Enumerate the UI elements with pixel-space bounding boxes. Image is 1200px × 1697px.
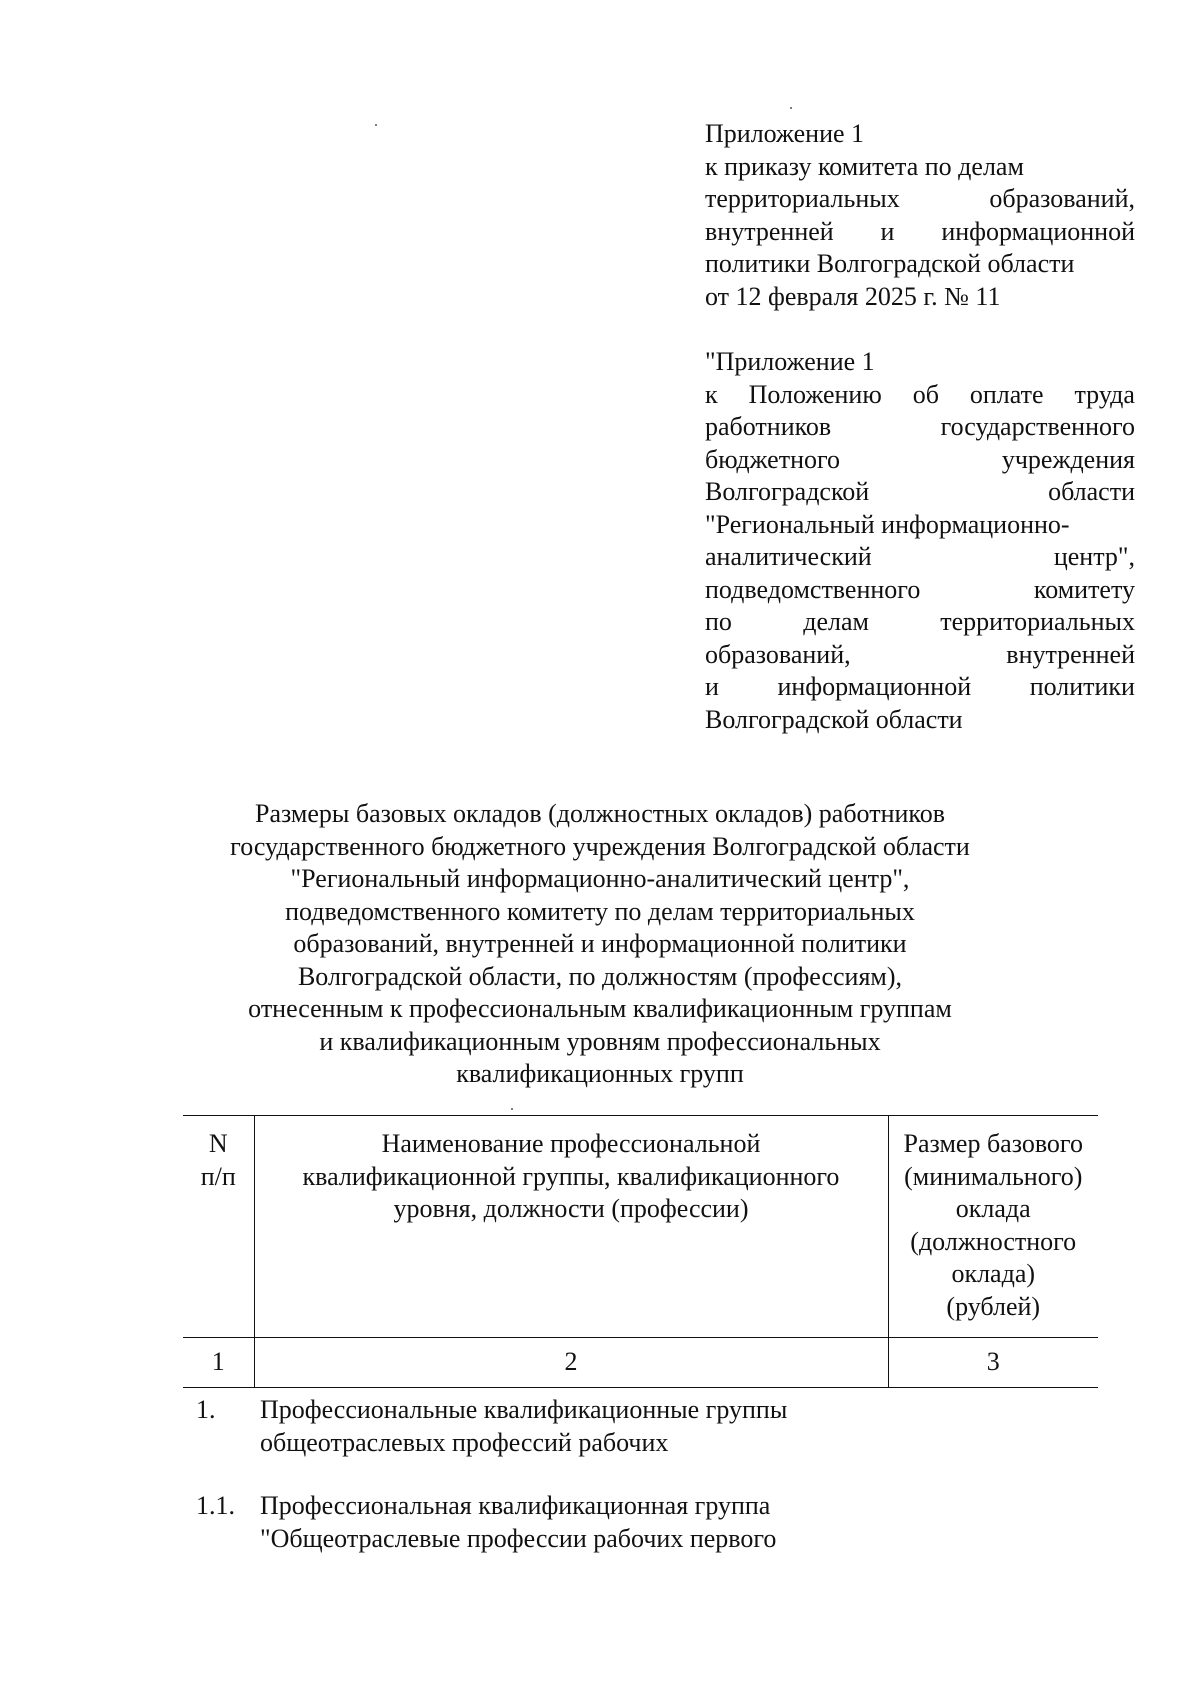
- annex-regulation-line: [705, 379, 1135, 412]
- annex-regulation-line: [705, 639, 1135, 672]
- word: политики: [1029, 672, 1135, 701]
- word: территориальных: [705, 184, 900, 213]
- salary-table-header: [183, 1115, 1098, 1388]
- section-item: [0, 1490, 1200, 1560]
- annex-order-block: [705, 118, 1135, 313]
- header-text: п/п: [200, 1161, 236, 1191]
- annex-regulation-line: "Региональный информационно-: [705, 509, 1070, 539]
- column-number-cell: 3: [888, 1338, 1098, 1388]
- column-number-cell: 2: [254, 1338, 888, 1388]
- header-cell-number: [183, 1116, 254, 1338]
- title-line: квалификационных групп: [456, 1059, 744, 1088]
- section-text: [260, 1394, 787, 1459]
- header-text: (должностного: [910, 1226, 1077, 1256]
- word: образований,: [989, 184, 1135, 213]
- table-column-numbers-row: [183, 1338, 1098, 1388]
- annex-regulation-line: "Приложение 1: [705, 347, 875, 376]
- section-text: [260, 1490, 776, 1555]
- word: Волгоградской: [705, 477, 870, 506]
- section-number: 1.: [196, 1395, 216, 1424]
- word: бюджетного: [705, 444, 841, 474]
- word: комитету: [1033, 574, 1135, 604]
- header-text: оклада): [951, 1259, 1036, 1288]
- annex-regulation-line: [705, 411, 1135, 444]
- section-line: Профессиональная квалификационная группа: [260, 1491, 771, 1520]
- title-line: подведомственного комитету по делам территориальных: [285, 896, 915, 926]
- table-header-row: [183, 1116, 1098, 1338]
- header-text: квалификационной группы, квалификационного: [302, 1161, 840, 1191]
- word: делам: [803, 607, 869, 636]
- word: аналитический: [705, 542, 872, 571]
- section-line: общеотраслевых профессий рабочих: [260, 1427, 669, 1457]
- document-title: [200, 798, 1000, 1091]
- scan-speck: [790, 107, 792, 109]
- annex-regulation-line: [705, 671, 1135, 704]
- annex-regulation-line: [705, 606, 1135, 639]
- annex-regulation-line: [705, 444, 1135, 477]
- section-number: 1.1.: [196, 1491, 235, 1520]
- word: Положению: [748, 379, 882, 409]
- title-line: и квалификационным уровням профессиональных: [319, 1026, 881, 1056]
- title-line: образований, внутренней и информационной политики: [293, 929, 907, 958]
- annex-regulation-line: [705, 476, 1135, 509]
- word: информационной: [777, 672, 972, 701]
- word: оплате: [969, 379, 1044, 409]
- header-text: Размер базового: [903, 1129, 1083, 1158]
- word: территориальных: [940, 607, 1135, 636]
- annex-order-line: Приложение 1: [705, 119, 865, 148]
- word: и: [705, 672, 719, 701]
- word: учреждения: [1001, 444, 1135, 474]
- section-item: [0, 1394, 1200, 1464]
- title-line: Размеры базовых окладов (должностных окладов) работников: [255, 799, 945, 828]
- title-line: отнесенным к профессиональным квалификационным группам: [248, 994, 952, 1023]
- section-line: "Общеотраслевые профессии рабочих первого: [260, 1523, 777, 1553]
- word: центр",: [1053, 542, 1135, 571]
- header-text: N: [208, 1129, 228, 1158]
- word: об: [912, 379, 939, 409]
- annex-regulation-block: [705, 346, 1135, 736]
- annex-regulation-line: [705, 574, 1135, 607]
- annex-order-line: политики Волгоградской области: [705, 249, 1075, 278]
- annex-order-line: от 12 февраля 2025 г. № 11: [705, 281, 1001, 311]
- header-text: Наименование профессиональной: [381, 1129, 761, 1158]
- scan-speck: [511, 1108, 513, 1110]
- word: труда: [1074, 379, 1135, 409]
- word: информационной: [941, 216, 1135, 246]
- header-cell-salary: [888, 1116, 1098, 1338]
- header-text: уровня, должности (профессии): [393, 1194, 749, 1223]
- word: внутренней: [1006, 639, 1135, 669]
- word: подведомственного: [705, 574, 921, 604]
- word: внутренней: [705, 216, 834, 246]
- word: государственного: [940, 412, 1135, 441]
- word: и: [880, 216, 895, 246]
- header-cell-name: [254, 1116, 888, 1338]
- annex-regulation-line: Волгоградской области: [705, 704, 963, 734]
- annex-order-line: [705, 216, 1135, 249]
- word: к: [705, 379, 718, 409]
- word: работников: [705, 412, 832, 441]
- annex-order-line: к приказу комитета по делам: [705, 151, 1024, 181]
- header-text: (рублей): [946, 1291, 1041, 1321]
- title-line: Волгоградской области, по должностям (профессиям),: [297, 961, 903, 991]
- title-line: государственного бюджетного учреждения Волгоградской области: [230, 831, 970, 861]
- annex-order-line: [705, 183, 1135, 216]
- word: образований,: [705, 639, 851, 669]
- word: области: [1048, 477, 1135, 506]
- header-text: (минимального): [904, 1161, 1083, 1191]
- scan-speck: [375, 124, 377, 126]
- column-number-cell: 1: [183, 1338, 254, 1388]
- title-line: "Региональный информационно-аналитический центр",: [290, 864, 910, 893]
- word: по: [705, 607, 732, 636]
- annex-regulation-line: [705, 541, 1135, 574]
- header-text: оклада: [955, 1194, 1031, 1223]
- section-line: Профессиональные квалификационные группы: [260, 1395, 788, 1424]
